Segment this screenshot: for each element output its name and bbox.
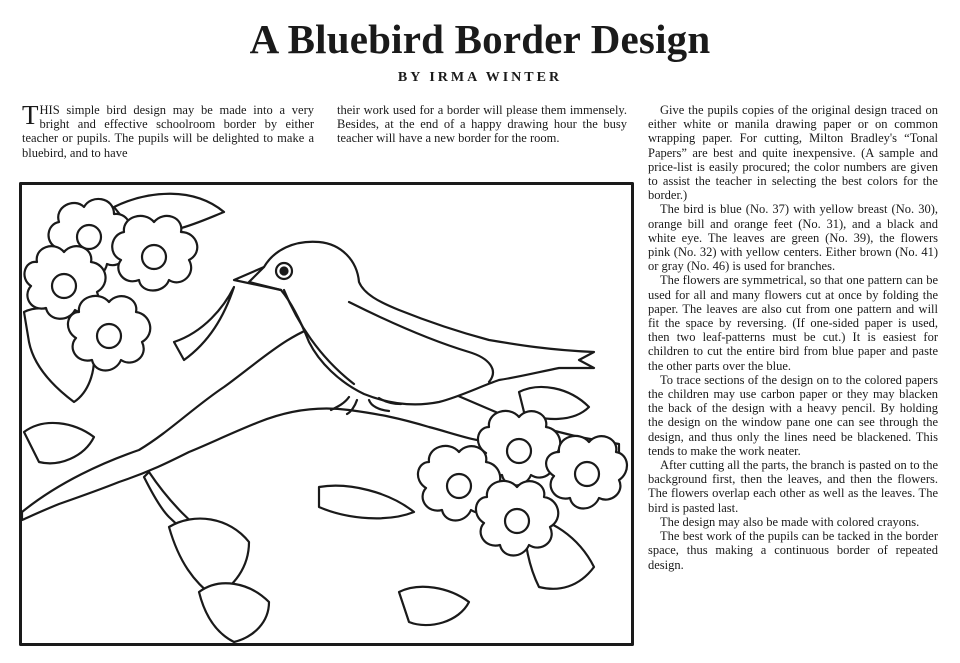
body-paragraph: The bird is blue (No. 37) with yellow breast (No. 30), orange bill and orange feet (No. 31), and a black and white eye. The leaves are green (No. 39), the flowers pink (No. 32) with yellow centers. Either brown (No. 41) or gray (No. 46) is used for branches. [648, 202, 938, 274]
body-column [648, 103, 938, 572]
flower-bottom-right [546, 436, 627, 509]
article-byline: BY IRMA WINTER [397, 70, 563, 85]
body-paragraph: The best work of the pupils can be tacked in the border space, thus making a continuous border of repeated design. [648, 529, 938, 572]
intro-text-part-1: HIS simple bird design may be made into a very bright and effective schoolroom border by either teacher or pupils. The pupils will be delighted to make a bluebird, and to have [22, 103, 314, 160]
body-paragraph: After cutting all the parts, the branch is pasted on to the background first, then the leaves, and then the flowers. The flowers overlap each other as well as the leaves. The bird is pasted last. [648, 458, 938, 515]
intro-column-2 [337, 103, 627, 146]
body-paragraph: To trace sections of the design on to the colored papers the children may use carbon paper or they may blacken the back of the design with a heavy pencil. By holding the design on the window pane one can see through the design, and thus only the lines need be blackened. This tends to make the work neater. [648, 372, 938, 458]
bluebird-design-illustration [19, 182, 634, 646]
article-title: A Bluebird Border Design [249, 16, 711, 62]
body-paragraph: The flowers are symmetrical, so that one pattern can be used for all and many flowers cut at once by folding the paper. The leaves are also cut from one pattern and will fit the space by reversing. (If one-sided paper is used, then two leaf-patterns must be cut.) It is easiest for children to cut the entire bird from blue paper and paste the other parts over the blue. [648, 273, 938, 373]
body-paragraph: The design may also be made with colored crayons. [660, 514, 920, 529]
intro-column-1 [22, 100, 314, 160]
intro-text-part-2: their work used for a border will please them immensely. Besides, at the end of a happy drawing hour the busy teacher will have a new border for the room. [337, 103, 627, 146]
body-paragraph: Give the pupils copies of the original design traced on either white or manila drawing paper or on common wrapping paper. For cutting, Milton Bradley's “Tonal Papers” are best and quite inexpensive. (A sample and price-list is easily procured; the color numbers are given to assist the teacher in selecting the best colors for the border.) [648, 103, 938, 203]
drop-cap: T [22, 100, 39, 130]
